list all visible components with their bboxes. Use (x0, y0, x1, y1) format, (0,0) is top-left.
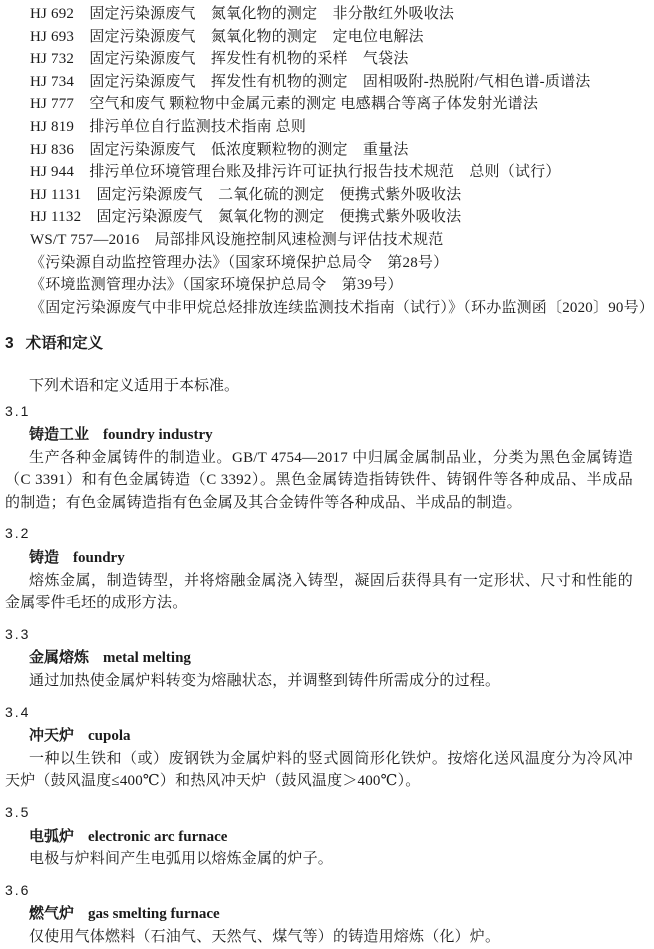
reference-line: HJ 836 固定污染源废气 低浓度颗粒物的测定 重量法 (30, 141, 409, 158)
definition-text: 仅使用气体燃料（石油气、天然气、煤气等）的铸造用熔炼（化）炉。 (29, 928, 501, 945)
reference-line: HJ 1131 固定污染源废气 二氧化硫的测定 便携式紫外吸收法 (30, 186, 462, 203)
term-line (5, 903, 633, 926)
term-chinese: 铸造工业 (29, 426, 90, 444)
term-chinese: 铸造 (29, 549, 60, 567)
term-line (5, 725, 633, 748)
term-chinese: 金属熔炼 (29, 649, 90, 667)
definition-text: 生产各种金属铸件的制造业。GB/T 4754—2017 中归属金属制品业，分类为黑色金属铸造（C 3391）和有色金属铸造（C 3392）。黑色金属铸造指铸铁件、铸钢件等各种成品、半成品的制造；有色金属铸造指有色金属及其合金铸件等各种成品、半成品的制造。 (5, 449, 633, 511)
definition-block-3-2 (5, 522, 633, 614)
definition-text: 通过加热使金属炉料转变为熔融状态，并调整到铸件所需成分的过程。 (29, 673, 501, 690)
clause-number: 3.5 (5, 804, 31, 820)
definition-text: 电极与炉料间产生电弧用以熔炼金属的炉子。 (29, 851, 334, 868)
clause-number: 3.3 (5, 625, 31, 642)
definition-text: 一种以生铁和（或）废钢铁为金属炉料的竖式圆筒形化铁炉。按熔化送风温度分为冷风冲天炉（鼓风温度≤400℃）和热风冲天炉（鼓风温度＞400℃）。 (5, 750, 633, 790)
term-english: cupola (88, 728, 131, 745)
clause-number: 3.4 (5, 703, 31, 720)
clause-number: 3.2 (5, 525, 31, 542)
reference-line: HJ 692 固定污染源废气 氮氧化物的测定 非分散红外吸收法 (30, 6, 455, 22)
section-title: 术语和定义 (25, 335, 104, 353)
term-english: gas smelting furnace (88, 906, 220, 923)
reference-line: HJ 1132 固定污染源废气 氮氧化物的测定 便携式紫外吸收法 (30, 209, 462, 226)
reference-line: HJ 732 固定污染源废气 挥发性有机物的采样 气袋法 (30, 51, 409, 68)
normative-references-list (5, 3, 654, 319)
term-chinese: 冲天炉 (29, 727, 75, 745)
definition-text: 熔炼金属，制造铸型，并将熔融金属浇入铸型，凝固后获得具有一定形状、尺寸和性能的金属零件毛坯的成形方法。 (5, 572, 633, 612)
term-chinese: 电弧炉 (29, 827, 75, 845)
clause-number: 3.1 (5, 402, 31, 419)
term-english: foundry (73, 550, 125, 567)
definition-block-3-4 (5, 701, 633, 793)
reference-line: HJ 734 固定污染源废气 挥发性有机物的测定 固相吸附-热脱附/气相色谱-质谱法 (30, 73, 591, 90)
definition-block-3-5 (5, 801, 633, 871)
term-english: electronic arc furnace (88, 828, 228, 845)
clause-number: 3.6 (5, 881, 31, 898)
definition-block-3-6 (5, 879, 633, 949)
reference-line: HJ 819 排污单位自行监测技术指南 总则 (30, 118, 307, 135)
term-line (5, 647, 633, 670)
term-line (5, 826, 633, 849)
reference-line: HJ 944 排污单位环境管理台账及排污许可证执行报告技术规范 总则（试行） (30, 164, 561, 181)
definition-block-3-1 (5, 400, 633, 515)
reference-line: WS/T 757—2016 局部排风设施控制风速检测与评估技术规范 (30, 231, 444, 248)
reference-line: 《环境监测管理办法》（国家环境保护总局令 第39号） (30, 277, 403, 294)
reference-line: 《污染源自动监控管理办法》（国家环境保护总局令 第28号） (30, 254, 449, 271)
section-number: 3 (5, 335, 14, 353)
reference-line: 《固定污染源废气中非甲烷总烃排放连续监测技术指南（试行）》（环办监测函〔2020〕90号） (30, 299, 654, 316)
definition-block-3-3 (5, 623, 633, 693)
term-english: metal melting (103, 650, 191, 667)
term-line (5, 547, 633, 570)
reference-line: HJ 693 固定污染源废气 氮氧化物的测定 定电位电解法 (30, 28, 424, 45)
term-line (5, 424, 633, 447)
term-english: foundry industry (103, 427, 213, 444)
section-heading (5, 333, 633, 356)
section-intro: 下列术语和定义适用于本标准。 (29, 377, 240, 394)
reference-line: HJ 777 空气和废气 颗粒物中金属元素的测定 电感耦合等离子体发射光谱法 (30, 96, 539, 113)
term-chinese: 燃气炉 (29, 905, 75, 923)
definitions-list (5, 400, 633, 949)
